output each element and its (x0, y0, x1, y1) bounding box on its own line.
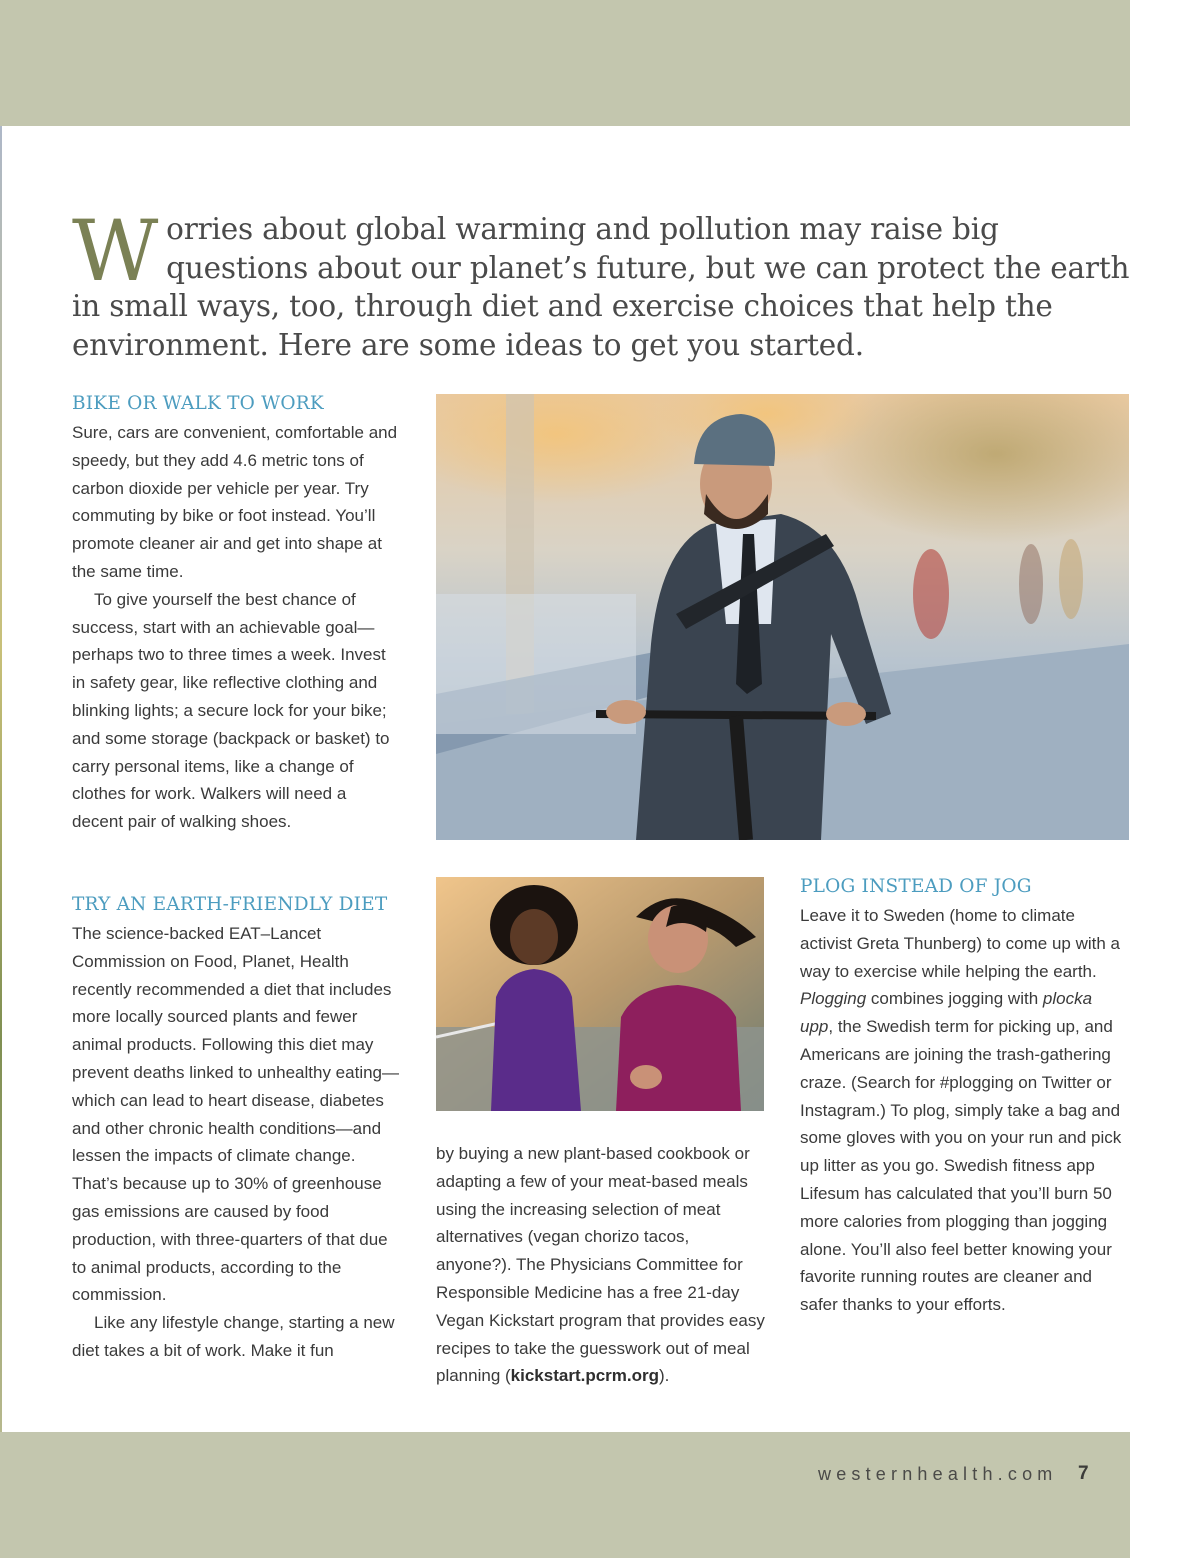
cyclist-photo (436, 394, 1129, 840)
page-spine-edge (0, 126, 2, 1432)
diet-continued-text: by buying a new plant-based cookbook or adapting a few of your meat-based meals using the increasing selection of meat alternatives (vegan chorizo tacos, anyone?). The Physicians Committee for Responsible Medicine has a free 21-day Vegan Kickstart program that provides easy recipes to take the guesswork out of meal planning ( (436, 1144, 765, 1386)
plog-term-plogging: Plogging (800, 989, 867, 1009)
bike-paragraph-1: Sure, cars are convenient, comfortable and speedy, but they add 4.6 metric tons of carbon dioxide per vehicle per year. Try commuting by bike or foot instead. You’ll promote cleaner air and get into shape at the same time. (72, 423, 398, 581)
bottom-color-band (0, 1432, 1130, 1558)
top-color-band (0, 0, 1130, 126)
diet-paragraph-continued (436, 1140, 766, 1390)
diet-paragraph-1: The science-backed EAT–Lancet Commission on Food, Planet, Health recently recommended a diet that includes more locally sourced plants and fewer animal products. Following this diet may prevent deaths linked to unhealthy eating—which can lead to heart disease, diabetes and other chronic health conditions—and lessen the impacts of climate change. That’s because up to 30% of greenhouse gas emissions are caused by food production, with three-quarters of that due to animal products, according to the commission. (72, 924, 400, 1305)
plog-paragraph (800, 902, 1128, 1319)
heading-bike-or-walk: BIKE OR WALK TO WORK (72, 393, 324, 414)
heading-plog-instead-of-jog: PLOG INSTEAD OF JOG (800, 876, 1032, 897)
heading-earth-friendly-diet: TRY AN EARTH-FRIENDLY DIET (72, 894, 388, 915)
diet-continued-body (436, 1140, 766, 1390)
diet-continued-end: ). (659, 1366, 670, 1386)
intro-paragraph (72, 202, 1132, 364)
diet-section-body (72, 920, 402, 1365)
plog-text-3: , the Swedish term for picking up, and Americans are joining the trash-gathering craze. (Search for #plogging on Twitter or Instagram.) To plog, simply take a bag and some gloves with you on your run and pick up litter as you go. Swedish fitness app Lifesum has calculated that you’ll burn 50 more calories from plogging than jogging alone. You’ll also feel better knowing your favorite running routes are cleaner and safer thanks to your efforts. (800, 1017, 1122, 1315)
plog-section-body (800, 902, 1128, 1319)
plog-term-plocka-upp: plocka upp (800, 989, 1093, 1037)
page-number: 7 (1078, 1463, 1089, 1484)
runners-photo (436, 877, 764, 1111)
plog-text-1: Leave it to Sweden (home to climate activist Greta Thunberg) to come up with a way to exercise while helping the earth. (800, 906, 1121, 981)
bike-paragraph-2: To give yourself the best chance of success, start with an achievable goal—perhaps two to three times a week. Invest in safety gear, like reflective clothing and blinking lights; a secure lock for your bike; and some storage (backpack or basket) to carry personal items, like a change of clothes for work. Walkers will need a decent pair of walking shoes. (72, 589, 390, 832)
bike-section-body (72, 419, 402, 836)
footer-website: westernhealth.com (818, 1464, 1058, 1484)
right-margin (1130, 0, 1200, 1558)
diet-paragraph-2: Like any lifestyle change, starting a new diet takes a bit of work. Make it fun (72, 1313, 395, 1360)
intro-text: orries about global warming and pollution may raise big questions about our planet’s future, but we can protect the earth in small ways, too, through diet and exercise choices that help the environment. Here are some ideas to get you started. (72, 212, 1130, 362)
kickstart-link[interactable]: kickstart.pcrm.org (510, 1366, 660, 1386)
drop-cap: W (72, 202, 159, 300)
plog-text-2: combines jogging with (866, 989, 1043, 1009)
